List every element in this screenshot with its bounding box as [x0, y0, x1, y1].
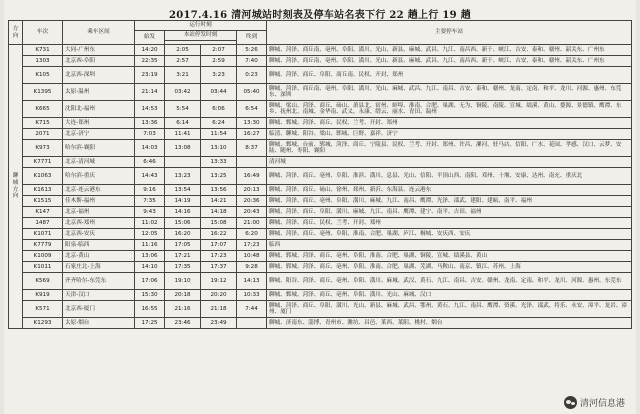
train-number-cell: K973: [23, 140, 63, 157]
route-cell: 北京西-阜阳: [63, 56, 135, 67]
terminal-time-cell: 5:26: [237, 45, 267, 56]
train-number-cell: K1009: [23, 251, 63, 262]
train-number-cell: K731: [23, 45, 63, 56]
leave-time-cell: 14:18: [201, 207, 237, 218]
stops-cell: 聊城、阳谷、菏泽、商丘、亳州、阜阳、潢川、麻城、武汉、黄石、九江、南昌、吉安、赣州、龙南、定南、和平、龙川、河源、惠州、东莞东: [267, 273, 632, 290]
arrive-time-cell: 13:08: [165, 140, 201, 157]
depart-time-cell: 15:30: [135, 290, 165, 301]
terminal-time-cell: [237, 318, 267, 329]
terminal-time-cell: 10:48: [237, 251, 267, 262]
stops-cell: 临西: [267, 240, 632, 251]
depart-header: 始发: [135, 31, 165, 45]
table-row: [9, 290, 632, 301]
stops-cell: 聊城、梁山、菏泽、商丘、砀山、萧县北、宿州、蚌埠、淮南、合肥、巢湖、无为、铜陵、南陵、宣城、绩溪、黄山、婺源、景德镇、鹰潭、东乡、抚州北、南城、金华南、武义、永康、缙云、丽水、青田、温州: [267, 101, 632, 118]
stops-cell: 聊城、菏泽、商丘、亳州、阜阳、淮滨、潢川、息县、光山、信阳、平顶山西、南阳、邓州、十堰、安康、达州、南充、重庆北: [267, 168, 632, 185]
leave-time-cell: 13:25: [201, 168, 237, 185]
depart-time-cell: 22:35: [135, 56, 165, 67]
stops-cell: 聊城、菏泽、商丘、阜阳、商丘南、民权、开封、郑州: [267, 67, 632, 84]
terminal-time-cell: [237, 157, 267, 168]
route-header: 乘车区间: [63, 21, 135, 45]
table-row: [9, 273, 632, 290]
depart-time-cell: 23:19: [135, 67, 165, 84]
table-row: [9, 118, 632, 129]
depart-time-cell: 17:25: [135, 318, 165, 329]
route-cell: 太原-温州: [63, 84, 135, 101]
train-number-cell: K1395: [23, 84, 63, 101]
stops-cell: 聊城、郓城、菏泽、商丘、亳州、阜阳、淮南、合肥、巢湖、芜湖、马鞍山、南京、镇江、苏州、上海: [267, 262, 632, 273]
depart-time-cell: 21:14: [135, 84, 165, 101]
leave-time-cell: 23:49: [201, 318, 237, 329]
stops-cell: 聊城、鄄城、菏泽、商丘、民权、兰考、开封、郑州: [267, 118, 632, 129]
terminal-time-cell: 9:28: [237, 262, 267, 273]
terminal-time-cell: 17:23: [237, 240, 267, 251]
depart-time-cell: 16:55: [135, 301, 165, 318]
leave-time-cell: 6:24: [201, 118, 237, 129]
arrive-time-cell: 15:06: [165, 218, 201, 229]
arrive-time-cell: 21:16: [165, 301, 201, 318]
terminal-time-cell: 20:13: [237, 185, 267, 196]
table-row: [9, 251, 632, 262]
depart-time-cell: 13:06: [135, 251, 165, 262]
depart-time-cell: 14:10: [135, 262, 165, 273]
depart-time-cell: 17:06: [135, 273, 165, 290]
table-row: [9, 45, 632, 56]
route-cell: 石家庄北-上海: [63, 262, 135, 273]
leave-time-cell: 15:08: [201, 218, 237, 229]
depart-time-cell: 11:16: [135, 240, 165, 251]
terminal-time-cell: 8:37: [237, 140, 267, 157]
route-cell: 北京-清河城: [63, 157, 135, 168]
terminal-time-cell: 16:27: [237, 129, 267, 140]
arrive-time-cell: 6:14: [165, 118, 201, 129]
route-cell: 大同-广州东: [63, 45, 135, 56]
train-number-cell: K1515: [23, 196, 63, 207]
direction-header: 方向: [9, 21, 23, 45]
table-row: [9, 185, 632, 196]
train-number-cell: K1071: [23, 229, 63, 240]
leave-time-cell: 03:44: [201, 84, 237, 101]
stops-cell: 清河城: [267, 157, 632, 168]
depart-time-cell: 7:35: [135, 196, 165, 207]
arrive-time-cell: 2:57: [165, 56, 201, 67]
route-cell: 北京-济宁: [63, 129, 135, 140]
arrive-time-cell: [165, 157, 201, 168]
stops-header: 主要停车站: [267, 21, 632, 45]
timetable-body: [9, 45, 632, 329]
depart-time-cell: 11:02: [135, 218, 165, 229]
leave-time-cell: 16:22: [201, 229, 237, 240]
depart-time-cell: 6:46: [135, 157, 165, 168]
watermark-text: 清河信息港: [579, 399, 625, 409]
terminal-time-cell: 7:44: [237, 301, 267, 318]
table-row: [9, 218, 632, 229]
depart-time-cell: 9:16: [135, 185, 165, 196]
depart-time-cell: 12:05: [135, 229, 165, 240]
arrive-time-cell: 23:46: [165, 318, 201, 329]
stops-cell: 聊城、鄄城、台前、郓城、菏泽、商丘、宁陵县、民权、兰考、开封、郑州、许昌、漯河、驻马店、信阳、广水、花园、孝感、汉口、云梦、安陆、随州、枣阳、襄阳: [267, 140, 632, 157]
stops-cell: 临清、聊城、阳谷、梁山、郓城、巨野、嘉祥、济宁: [267, 129, 632, 140]
direction-cell: 聊城方向: [9, 45, 23, 329]
leave-time-cell: 13:33: [201, 157, 237, 168]
leave-time-cell: 21:18: [201, 301, 237, 318]
terminal-time-cell: 16:49: [237, 168, 267, 185]
route-cell: 大连-郑州: [63, 118, 135, 129]
times-group-header: 运行时刻: [135, 21, 267, 31]
page-title: 2017.4.16 清河城站时刻表及停车站名表下行 22 趟上行 19 趟: [168, 10, 471, 21]
leave-time-cell: 19:12: [201, 273, 237, 290]
route-cell: 太原-烟台: [63, 318, 135, 329]
station-time-header: 本站停发时刻: [165, 31, 237, 41]
route-cell: 天津-汉口: [63, 290, 135, 301]
train-number-cell: K7779: [23, 240, 63, 251]
route-cell: 哈尔滨-襄阳: [63, 140, 135, 157]
terminal-header: 终到: [237, 31, 267, 45]
arrive-time-cell: 11:41: [165, 129, 201, 140]
arrive-time-cell: 03:42: [165, 84, 201, 101]
table-row: [9, 301, 632, 318]
route-cell: 北京西-深圳: [63, 67, 135, 84]
train-number-cell: K1293: [23, 318, 63, 329]
depart-time-cell: 9:43: [135, 207, 165, 218]
route-cell: 齐齐哈尔-东莞东: [63, 273, 135, 290]
train-number-cell: K7771: [23, 157, 63, 168]
depart-time-cell: 13:36: [135, 118, 165, 129]
terminal-time-cell: 10:33: [237, 290, 267, 301]
table-row: [9, 56, 632, 67]
arrive-time-cell: 14:19: [165, 196, 201, 207]
arrive-time-cell: 3:21: [165, 67, 201, 84]
arrive-time-cell: 5:54: [165, 101, 201, 118]
arrive-time-cell: 16:20: [165, 229, 201, 240]
train-number-cell: K715: [23, 118, 63, 129]
table-row: [9, 168, 632, 185]
stops-cell: 聊城、菏泽、商丘、亳州、阜阳、淮南、合肥、巢湖、庐江、桐城、安庆西、安庆: [267, 229, 632, 240]
train-number-cell: K665: [23, 101, 63, 118]
table-row: [9, 67, 632, 84]
depart-time-cell: 14:03: [135, 140, 165, 157]
stops-cell: 聊城、菏泽、商丘南、亳州、阜阳、潢川、光山、新县、麻城、武昌、九江、南昌西、新干、峡江、吉安、泰和、赣州、韶关东、广州东: [267, 56, 632, 67]
train-number-cell: 2071: [23, 129, 63, 140]
terminal-time-cell: 14:13: [237, 273, 267, 290]
train-number-cell: K147: [23, 207, 63, 218]
stops-cell: 聊城、菏泽、商丘、砀山、徐州、邳州、新沂、东海县、连云港东: [267, 185, 632, 196]
table-row: [9, 129, 632, 140]
route-cell: 沈阳北-福州: [63, 101, 135, 118]
train-number-cell: K1063: [23, 168, 63, 185]
depart-time-cell: 7:03: [135, 129, 165, 140]
terminal-time-cell: 05:40: [237, 84, 267, 101]
terminal-time-cell: 20:36: [237, 196, 267, 207]
route-cell: 北京-连云港东: [63, 185, 135, 196]
wechat-icon: [564, 396, 577, 409]
terminal-time-cell: 0:23: [237, 67, 267, 84]
leave-time-cell: 14:21: [201, 196, 237, 207]
table-row: [9, 196, 632, 207]
leave-time-cell: 6:06: [201, 101, 237, 118]
depart-time-cell: 14:43: [135, 168, 165, 185]
table-row: [9, 207, 632, 218]
arrive-time-cell: 13:23: [165, 168, 201, 185]
leave-time-cell: 13:10: [201, 140, 237, 157]
train-number-cell: K571: [23, 301, 63, 318]
stops-cell: 聊城、菏泽、商丘、阜阳、潢川、光山、新县、麻城、武昌、鄂州、黄石、九江、南昌、鹰潭、资溪、光泽、邵武、将乐、永安、漳平、龙岩、漳州、厦门: [267, 301, 632, 318]
leave-time-cell: 11:54: [201, 129, 237, 140]
arrive-time-cell: 17:21: [165, 251, 201, 262]
depart-time-cell: 14:53: [135, 101, 165, 118]
terminal-time-cell: 13:30: [237, 118, 267, 129]
stops-cell: 聊城、济南东、淄博、青州市、潍坊、昌邑、莱西、莱阳、桃村、烟台: [267, 318, 632, 329]
train-number-cell: K919: [23, 290, 63, 301]
route-cell: 北京西-厦门: [63, 301, 135, 318]
arrive-time-cell: 2:05: [165, 45, 201, 56]
table-row: [9, 240, 632, 251]
stops-cell: 聊城、菏泽、商丘南、亳州、阜阳、潢川、光山、麻城、武昌、九江、南昌、吉安、泰和、赣州、龙南、定南、和平、龙川、河源、惠州、东莞东、深圳: [267, 84, 632, 101]
train-number-cell: K569: [23, 273, 63, 290]
stops-cell: 聊城、菏泽、商丘、民权、兰考、开封、郑州: [267, 218, 632, 229]
train-header: 车次: [23, 21, 63, 45]
route-cell: 北京-黄山: [63, 251, 135, 262]
arrive-time-cell: 14:16: [165, 207, 201, 218]
route-cell: 佳木斯-福州: [63, 196, 135, 207]
stops-cell: 聊城、菏泽、商丘南、亳州、阜阳、潢川、光山、新县、麻城、武昌、九江、南昌西、新干、峡江、吉安、泰和、赣州、韶关东、广州东: [267, 45, 632, 56]
leave-time-cell: 17:07: [201, 240, 237, 251]
stops-cell: 聊城、鄄城、菏泽、商丘、亳州、阜阳、潢川、光山、麻城、汉口: [267, 290, 632, 301]
leave-time-cell: 2:59: [201, 56, 237, 67]
terminal-time-cell: 6:20: [237, 229, 267, 240]
terminal-time-cell: 6:54: [237, 101, 267, 118]
depart-time-cell: 14:20: [135, 45, 165, 56]
route-cell: 北京西-郑州: [63, 218, 135, 229]
arrive-time-cell: 17:35: [165, 262, 201, 273]
leave-time-cell: 3:23: [201, 67, 237, 84]
route-cell: 北京-福州: [63, 207, 135, 218]
train-number-cell: K1613: [23, 185, 63, 196]
route-cell: 阳泉-临西: [63, 240, 135, 251]
table-row: [9, 262, 632, 273]
stops-cell: 聊城、菏泽、商丘、亳州、阜阳、潢川、麻城、九江、南昌、鹰潭、光泽、邵武、建阳、建瓯、南平、福州: [267, 196, 632, 207]
table-row: [9, 140, 632, 157]
arrive-time-cell: 20:18: [165, 290, 201, 301]
table-row: [9, 318, 632, 329]
arrive-time-cell: 13:54: [165, 185, 201, 196]
terminal-time-cell: 21:00: [237, 218, 267, 229]
leave-time-cell: 17:37: [201, 262, 237, 273]
timetable-sheet: [4, 0, 636, 414]
terminal-time-cell: 20:43: [237, 207, 267, 218]
timetable: [8, 20, 632, 329]
stops-cell: 聊城、郓城、菏泽、商丘、亳州、阜阳、淮南、合肥、巢湖、铜陵、宣城、绩溪县、黄山: [267, 251, 632, 262]
arrive-time-cell: 19:10: [165, 273, 201, 290]
route-cell: 哈尔滨-重庆: [63, 168, 135, 185]
table-row: [9, 84, 632, 101]
leave-time-cell: 20:20: [201, 290, 237, 301]
train-number-cell: 1303: [23, 56, 63, 67]
arrive-time-cell: 17:05: [165, 240, 201, 251]
route-cell: 北京西-安庆: [63, 229, 135, 240]
table-row: [9, 157, 632, 168]
train-number-cell: K105: [23, 67, 63, 84]
train-number-cell: 1487: [23, 218, 63, 229]
stops-cell: 聊城、菏泽、商丘、阜阳、潢川、麻城、九江、南昌、鹰潭、建宁、南平、吉田、福州: [267, 207, 632, 218]
table-row: [9, 101, 632, 118]
leave-time-cell: 2:07: [201, 45, 237, 56]
train-number-cell: K1011: [23, 262, 63, 273]
terminal-time-cell: 7:40: [237, 56, 267, 67]
table-row: [9, 229, 632, 240]
watermark: [561, 395, 628, 410]
leave-time-cell: 13:56: [201, 185, 237, 196]
leave-time-cell: 17:23: [201, 251, 237, 262]
